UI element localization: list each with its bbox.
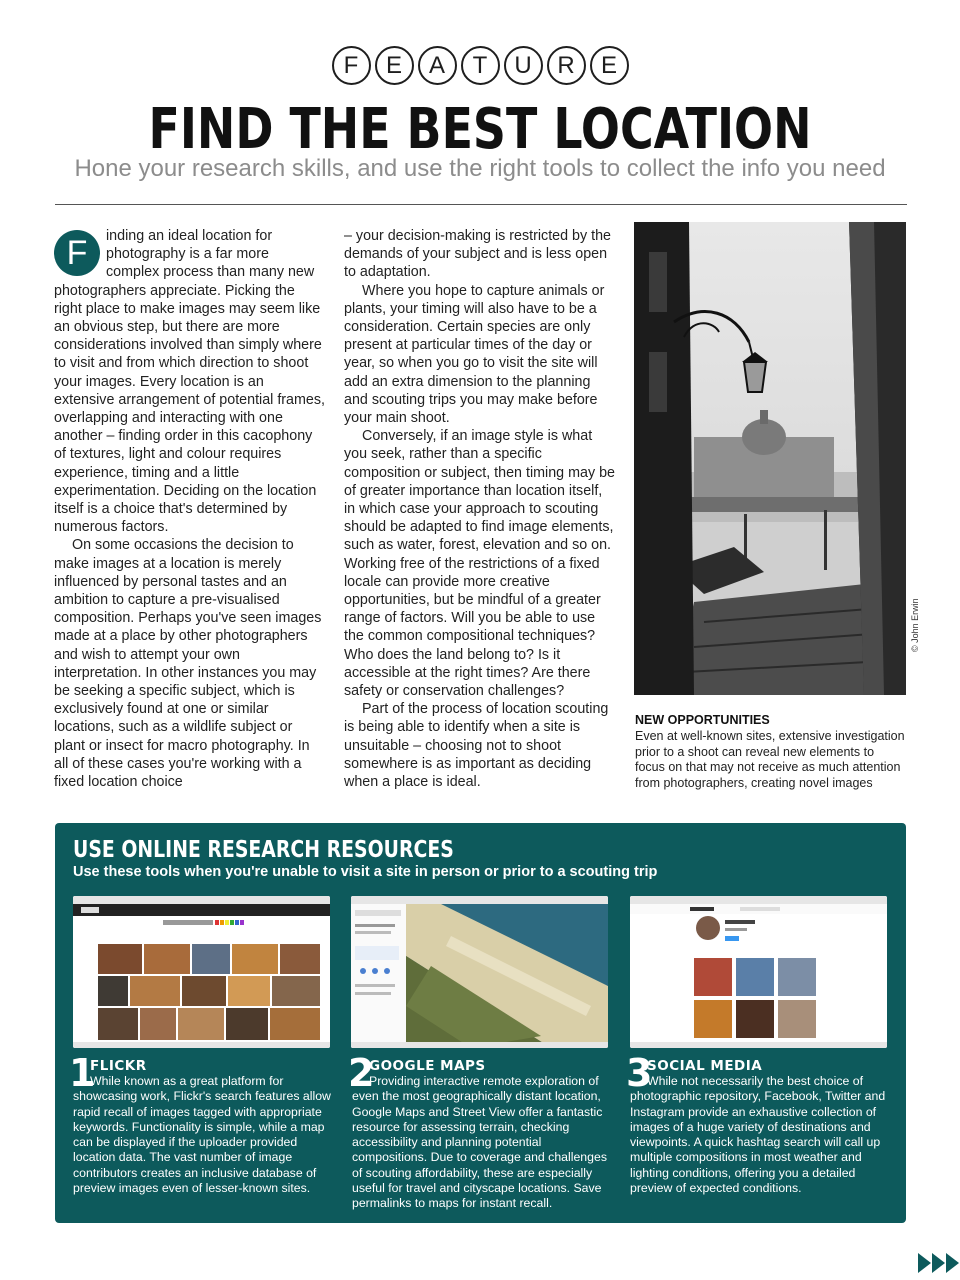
step-text: While known as a great platform for showcasing work, Flickr's search features allow rapid recall of images tagged with appropriate keywords. Functionality is simple, while a map can be displayed if the uploader provided location data. The vast number of image contributors creates an inclusive database of preview images even of lesser-known sites. (73, 1074, 331, 1196)
page-title: FIND THE BEST LOCATION (148, 97, 812, 162)
caption-title: NEW OPPORTUNITIES (635, 713, 770, 727)
venice-photo (634, 222, 906, 695)
article-column-2 (344, 227, 616, 791)
step-number: 1 (69, 1051, 96, 1095)
step-title: SOCIAL MEDIA (647, 1058, 763, 1074)
kicker-letter: R (547, 46, 586, 85)
article-paragraph (54, 227, 326, 536)
article-paragraph: On some occasions the decision to make images at a location is merely influenced by personal tastes and an ambition to capture a pre-visualised composition. Perhaps you've seen images made at a place by other photographers and wish to attempt your own interpretation. In other instances you may be seeking a specific subject, which is exclusively found at one or similar locations, such as a wildlife subject or plant or insect for macro photography. In all of these cases you're working with a fixed location choice (54, 537, 322, 791)
resources-title: USE ONLINE RESEARCH RESOURCES (73, 837, 454, 863)
paragraph-text: inding an ideal location for photography is a far more complex process than many new photographers appreciate. Picking the right place to make images may seem like an obvious step, but there are more considerations involved than simply where to visit and from which direction to shoot your images. Every location is an extensive arrangement of potential frames, overlapping and interacting with one another – finding order in this cacophony of textures, light and colour requires experience, timing and a little experimentation. Deciding on the location itself is a choice that's determined by numerous factors. (54, 228, 325, 536)
google-maps-screenshot (351, 896, 608, 1048)
step-number: 3 (626, 1051, 653, 1095)
resource-item-flickr (69, 1051, 331, 1196)
drop-cap: F (54, 230, 100, 276)
resources-subtitle: Use these tools when you're unable to visit a site in person or prior to a scouting trip (73, 864, 658, 880)
article-paragraph: Conversely, if an image style is what you seek, rather than a specific composition or subject, then timing may be of greater importance than location itself, in which case your approach to scouting should be adapted to find image elements, such as water, forest, elevation and so on. Working free of the restrictions of a fixed locale can provide more creative opportunities, but be mindful of a greater range of factors. Will you be able to use the common compositional techniques? Who does the land belong to? Is it accessible at the right times? Are there safety or conservation challenges? (344, 428, 615, 700)
page-subtitle: Hone your research skills, and use the right tools to collect the info you need (74, 155, 886, 182)
flickr-screenshot (73, 896, 330, 1048)
step-text: While not necessarily the best choice of photographic repository, Facebook, Twitter and Instagram provide an exhaustive collection of images of a huge variety of destinations and viewpoints. A quick hashtag search will call up multiple compositions in most weather and lighting conditions, offering you a detailed preview of expected conditions. (630, 1074, 886, 1196)
kicker-letter: A (418, 46, 457, 85)
article-paragraph: – your decision-making is restricted by the demands of your subject and is less open to adaptation. (344, 228, 611, 281)
kicker-letter: F (332, 46, 371, 85)
kicker-letter: E (590, 46, 629, 85)
kicker-letter: U (504, 46, 543, 85)
step-title: GOOGLE MAPS (369, 1058, 486, 1074)
article-paragraph: Where you hope to capture animals or plants, your timing will also have to be a consideration. Certain species are only present at particular times of the day or year, so when you go to visit the site will add an extra dimension to the planning and scouting trips you may make before your main shoot. (344, 282, 605, 427)
step-number: 2 (348, 1051, 375, 1095)
article-column-1 (54, 227, 326, 791)
kicker-letter: E (375, 46, 414, 85)
article-paragraph: Part of the process of location scouting is being able to identify when a site is unsuitable – choosing not to shoot somewhere is as important as deciding when a place is ideal. (344, 701, 609, 791)
resources-box (55, 823, 906, 1223)
resource-item-social-media (626, 1051, 888, 1196)
step-title: FLICKR (90, 1058, 147, 1074)
caption-text: Even at well-known sites, extensive investigation prior to a shoot can reveal new elements to focus on that may not receive as much attention from photographers, creating novel images (635, 729, 905, 790)
feature-kicker (0, 46, 960, 85)
kicker-letter: T (461, 46, 500, 85)
header-divider (55, 204, 907, 205)
instagram-screenshot (630, 896, 887, 1048)
step-text: Providing interactive remote exploration of even the most geographically distant location, Google Maps and Street View offer a fantastic resource for assessing terrain, checking accessibility and planning potential compositions. Due to coverage and challenges of scouting affordability, these are especially useful for travel and cityscape locations. Save permalinks to maps for instant recall. (352, 1074, 607, 1211)
resource-item-google-maps (348, 1051, 610, 1212)
photo-credit: © John Erwin (910, 598, 920, 652)
next-page-arrows-icon[interactable] (918, 1253, 960, 1273)
